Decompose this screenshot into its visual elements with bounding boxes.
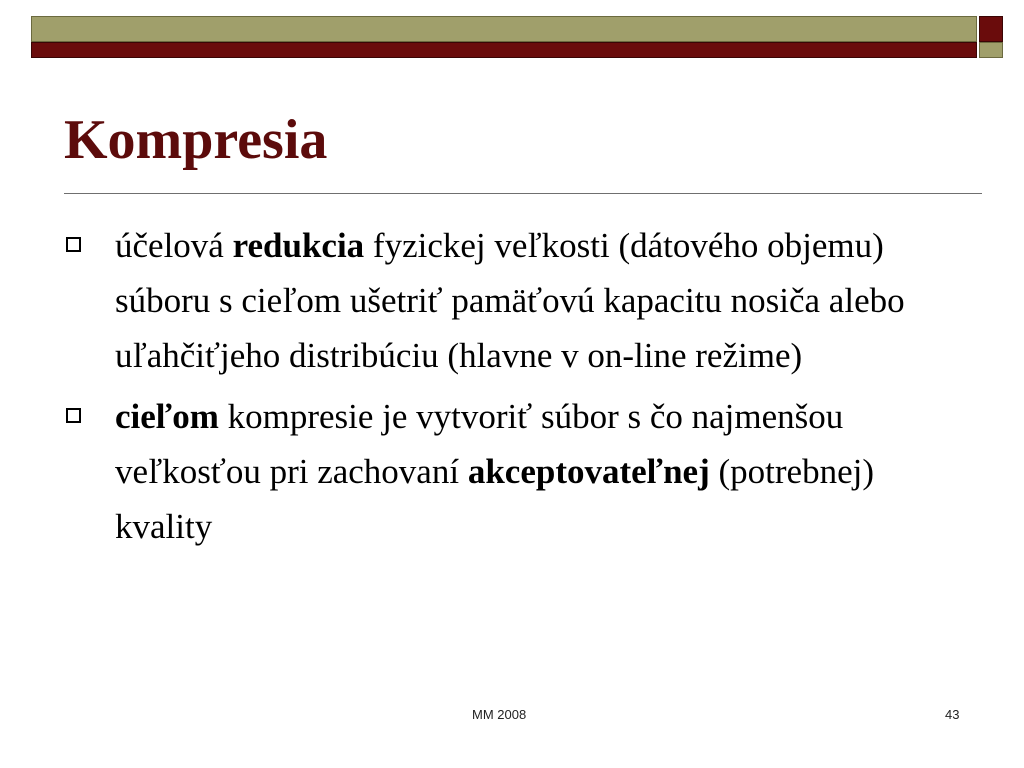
bullet-keyword: cieľom bbox=[115, 397, 219, 436]
bullet-item-reduction bbox=[64, 218, 964, 383]
bullet-text: (potrebnej) kvality bbox=[115, 452, 874, 546]
hollow-square-icon bbox=[66, 237, 81, 252]
header-square-maroon bbox=[979, 16, 1003, 42]
page-number: 43 bbox=[945, 707, 960, 722]
header-square-olive bbox=[979, 42, 1003, 58]
bullet-list bbox=[64, 218, 964, 560]
bullet-item-goal bbox=[64, 389, 964, 554]
footer-label: MM 2008 bbox=[472, 707, 527, 722]
bullet-text: fyzickej veľkosti (dátového objemu) súboru s cieľom ušetriť pamäťovú kapacitu nosiča alebo uľahčiťjeho distribúciu (hlavne v on-line režime) bbox=[115, 226, 905, 375]
title-divider bbox=[64, 193, 982, 194]
bullet-keyword: akceptovateľnej bbox=[467, 452, 710, 491]
header-bar-maroon bbox=[31, 42, 977, 58]
bullet-text: kompresie je vytvoriť súbor s čo najmenšou veľkosťou pri zachovaní bbox=[115, 397, 844, 491]
slide-title: Kompresia bbox=[64, 109, 328, 171]
hollow-square-icon bbox=[66, 408, 81, 423]
bullet-text: účelová bbox=[115, 226, 233, 265]
header-bar-olive bbox=[31, 16, 977, 42]
bullet-keyword: redukcia bbox=[232, 226, 365, 265]
